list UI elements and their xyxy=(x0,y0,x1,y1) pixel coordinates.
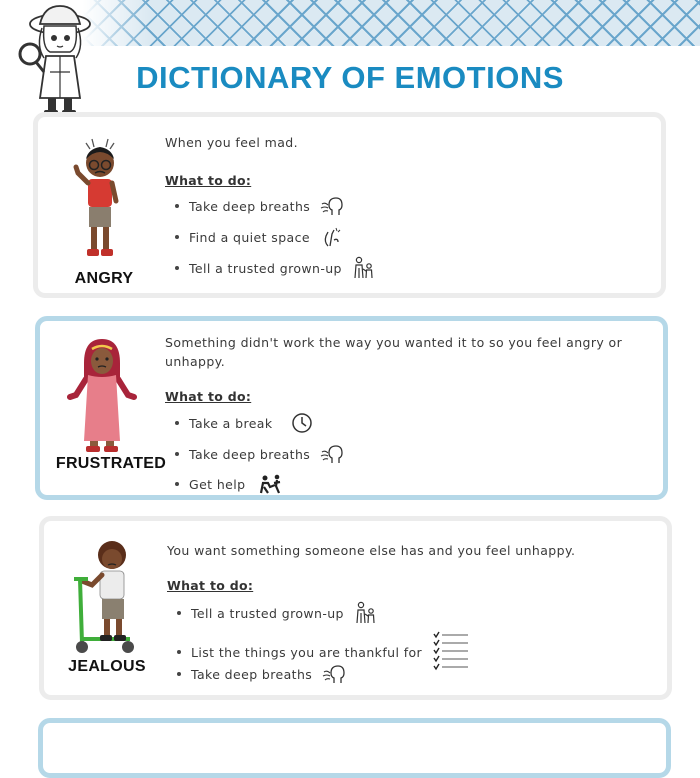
tip-text: Get help xyxy=(189,476,246,492)
breathing-head-icon xyxy=(322,663,346,685)
emotion-card-next-partial xyxy=(38,718,671,778)
tip-text: Take a break xyxy=(189,415,273,431)
bullet xyxy=(177,611,181,615)
what-to-do-heading: What to do: xyxy=(165,389,252,404)
emotion-description: You want something someone else has and you feel unhappy. xyxy=(167,543,576,558)
tip-item xyxy=(175,443,344,465)
bullet xyxy=(175,421,179,425)
bullet xyxy=(177,650,181,654)
tip-item xyxy=(175,412,313,434)
tip-text: Take deep breaths xyxy=(191,666,313,682)
tip-text: Take deep breaths xyxy=(189,446,311,462)
emotion-description xyxy=(165,333,622,371)
clock-icon xyxy=(291,412,313,434)
breathing-head-icon xyxy=(320,195,344,217)
adult-child-icon xyxy=(352,256,376,280)
emotion-description: When you feel mad. xyxy=(165,135,298,150)
bullet xyxy=(177,672,181,676)
what-to-do-heading: What to do: xyxy=(167,578,254,593)
page-title: DICTIONARY OF EMOTIONS xyxy=(136,60,564,95)
helping-hand-icon xyxy=(259,473,283,495)
bullet xyxy=(175,235,179,239)
emotion-label-frustrated: FRUSTRATED xyxy=(55,455,167,472)
what-to-do-heading: What to do: xyxy=(165,173,252,188)
frustrated-girl-illustration xyxy=(66,335,138,453)
bullet xyxy=(175,482,179,486)
tip-text: Tell a trusted grown-up xyxy=(189,260,342,276)
checklist-icon xyxy=(432,630,470,672)
emotion-card-jealous xyxy=(39,516,672,700)
tip-text: List the things you are thankful for xyxy=(191,644,423,660)
tip-text: Find a quiet space xyxy=(189,229,310,245)
description-line: unhappy. xyxy=(165,354,226,369)
tip-item xyxy=(177,663,346,685)
bullet xyxy=(175,204,179,208)
tip-item xyxy=(177,601,378,625)
tip-text: Take deep breaths xyxy=(189,198,311,214)
emotion-card-angry xyxy=(33,112,666,298)
emotion-label-angry: ANGRY xyxy=(74,270,134,287)
bullet xyxy=(175,452,179,456)
quiet-hand-icon xyxy=(320,226,342,248)
tip-item xyxy=(175,473,283,495)
adult-child-icon xyxy=(354,601,378,625)
tip-item xyxy=(175,256,376,280)
description-line: Something didn't work the way you wanted it to so you feel angry or xyxy=(165,335,623,350)
tip-item xyxy=(175,195,344,217)
emotion-card-frustrated xyxy=(35,316,668,500)
jealous-boy-illustration xyxy=(68,535,144,657)
breathing-head-icon xyxy=(320,443,344,465)
bullet xyxy=(175,266,179,270)
angry-boy-illustration xyxy=(70,137,130,267)
emotion-label-jealous: JEALOUS xyxy=(68,658,146,675)
tip-item xyxy=(175,226,342,248)
tip-text: Tell a trusted grown-up xyxy=(191,605,344,621)
